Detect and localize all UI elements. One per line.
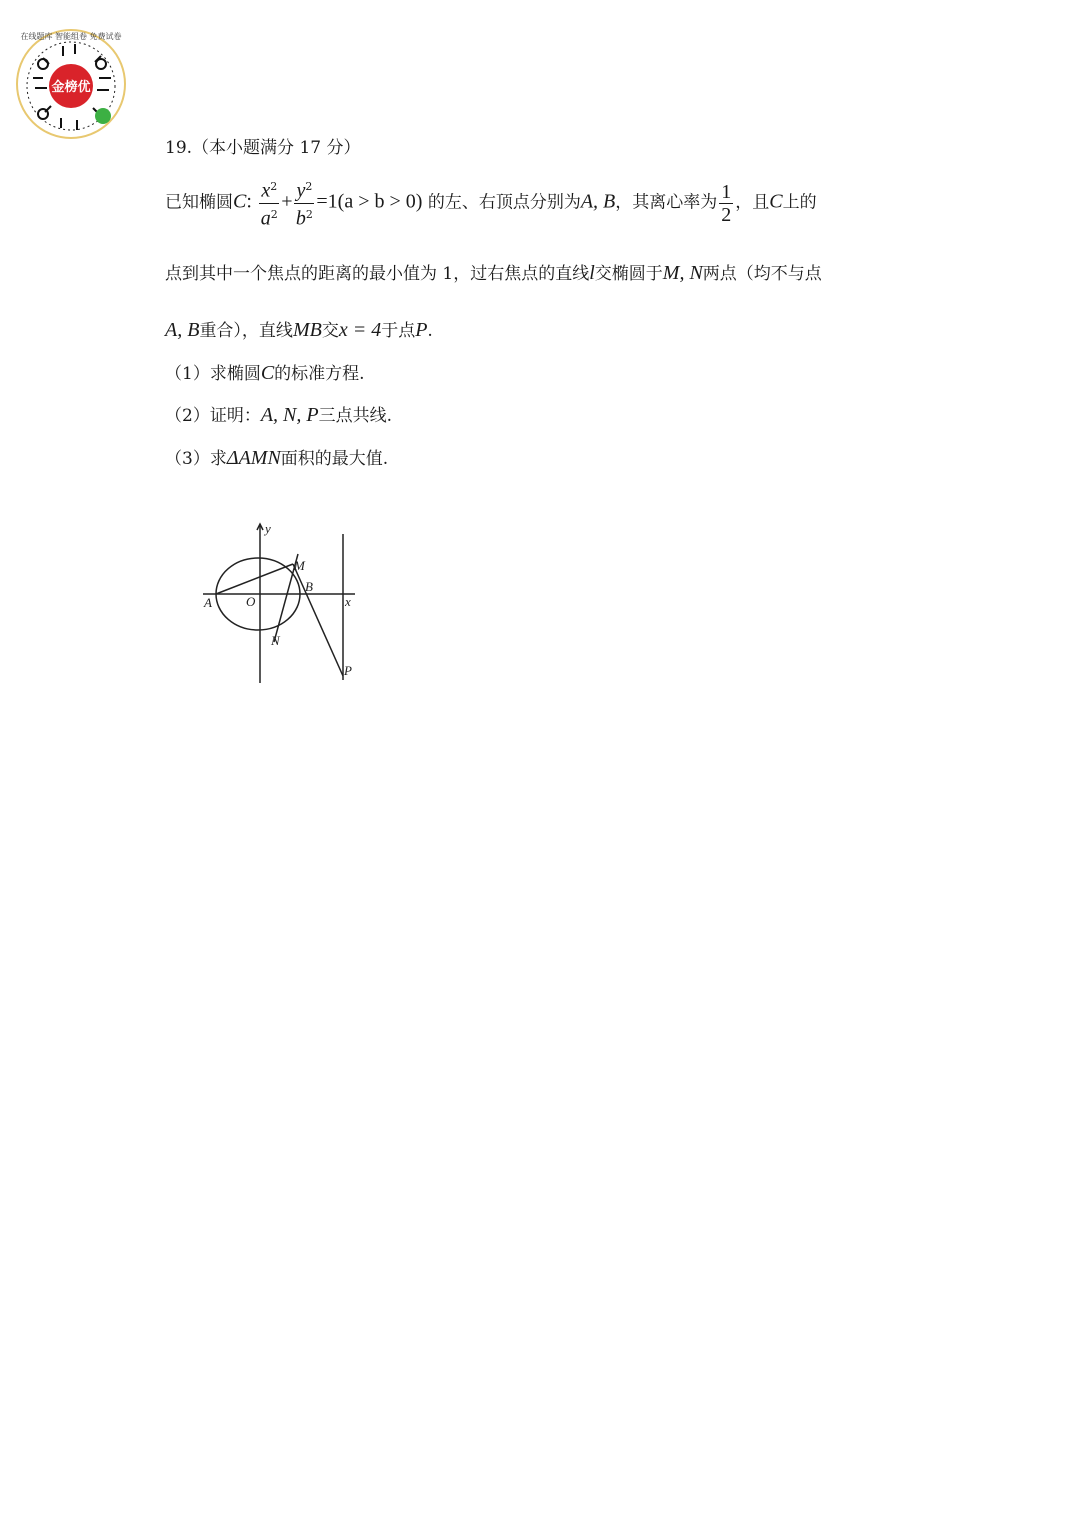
sup-2: 2 <box>270 180 278 193</box>
question-2 <box>165 401 392 427</box>
math-x: x <box>261 179 271 202</box>
text-segment: 面积的最大值. <box>280 449 389 469</box>
text-segment: 两点（均不与点 <box>702 264 822 284</box>
text-segment: . <box>427 321 433 341</box>
sup-2: 2 <box>305 180 313 193</box>
math-x-eq-4: x = 4 <box>338 319 382 341</box>
text-segment: 交椭圆于 <box>594 264 663 284</box>
math-a: a <box>260 207 271 230</box>
text-segment: 于点 <box>381 321 416 341</box>
math-condition: =1(a > b > 0) <box>316 190 423 213</box>
logo-brand-text: 金榜优 <box>51 80 91 95</box>
qr-seal-icon <box>13 28 131 140</box>
label-B: B <box>305 579 313 594</box>
label-A: A <box>204 595 212 610</box>
text-segment: 上的 <box>782 192 817 213</box>
problem-line-1 <box>165 176 817 230</box>
label-x: x <box>345 594 351 609</box>
text-segment: 已知椭圆 <box>165 192 233 213</box>
math-C: C <box>260 362 275 384</box>
math-plus: + <box>281 190 293 213</box>
text-segment: 重合），直线 <box>199 321 293 341</box>
math-ANP: A, N, P <box>260 404 319 426</box>
text-segment: 三点共线. <box>318 406 393 426</box>
logo-top-text: 在线题库 智能组卷 免费试卷 <box>20 32 122 41</box>
fraction-denominator: 2 <box>721 203 732 226</box>
text-segment: 的标准方程. <box>274 364 365 384</box>
sup-2: 2 <box>305 207 313 221</box>
label-M: M <box>294 558 305 573</box>
label-O: O <box>246 594 256 609</box>
math-MN: M, N <box>662 262 703 284</box>
fraction-y2-b2 <box>294 176 314 230</box>
text-segment: （3）求 <box>165 449 227 469</box>
text-segment: 的左、右顶点分别为 <box>427 192 581 213</box>
text-segment: （2）证明： <box>165 406 261 426</box>
problem-header: 19.（本小题满分 17 分） <box>165 138 361 158</box>
math-MB: MB <box>292 319 322 341</box>
line-MBP <box>293 564 343 676</box>
question-3 <box>165 444 388 470</box>
ellipse-diagram <box>195 518 365 688</box>
problem-line-3 <box>165 316 433 342</box>
text-segment: 点到其中一个焦点的距离的最小值为 1，过右焦点的直线 <box>165 264 590 284</box>
math-b: b <box>295 207 306 230</box>
sup-2: 2 <box>270 207 278 221</box>
fraction-numerator: 1 <box>721 180 732 203</box>
text-segment: （1）求椭圆 <box>165 364 261 384</box>
math-AB: A, B <box>165 319 200 341</box>
fraction-x2-a2 <box>259 176 279 230</box>
brand-logo <box>13 28 131 140</box>
text-segment: ，且 <box>735 192 770 213</box>
text-segment: ，其离心率为 <box>615 192 718 213</box>
math-AB: A, B <box>580 190 616 213</box>
math-y: y <box>296 179 306 202</box>
label-P: P <box>344 663 352 678</box>
math-C: C <box>233 190 247 213</box>
question-1 <box>165 359 365 385</box>
math-l: l <box>589 262 595 284</box>
text-segment: 交 <box>321 321 339 341</box>
math-triangle-AMN: ΔAMN <box>226 447 281 469</box>
fraction-half <box>719 181 733 226</box>
label-N: N <box>271 633 280 648</box>
problem-line-2 <box>165 259 822 285</box>
math-P: P <box>415 319 428 341</box>
math-colon: : <box>246 190 252 213</box>
math-C: C <box>769 190 783 213</box>
label-y: y <box>265 521 271 536</box>
ellipse-figure <box>195 518 365 688</box>
